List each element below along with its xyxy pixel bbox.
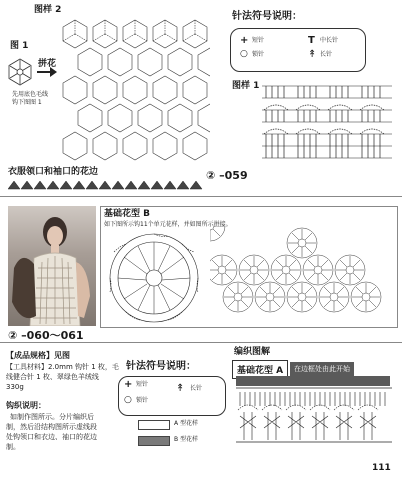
legend-bottom-label-1: 短针: [136, 381, 149, 388]
legend-bottom-box: [118, 376, 226, 416]
method-line3: 处钩领口和衣边、袖口的花边: [6, 433, 97, 441]
legend-top-symbol-2: T: [308, 35, 315, 46]
chart-title: 编织图解: [234, 347, 271, 357]
legend-bottom-label-3: 锁针: [136, 397, 149, 404]
figure2-label: 图样 2: [34, 5, 62, 15]
motif-a-title: 基础花型 A: [232, 360, 288, 379]
legend-top-label-1: 短针: [252, 37, 265, 44]
motif-b-subtitle: 如下图所示钩11个单元花样，并如图所示拼接。: [104, 221, 232, 228]
swatch-a: [138, 420, 170, 430]
method-line2: 制，然后沿结构图所示虚线段: [6, 423, 97, 431]
spec-title: 【成品规格】见图: [6, 351, 70, 360]
legend-top-box: [230, 28, 366, 72]
legend-bottom-symbol-3: ○: [124, 395, 132, 405]
legend-top-label-3: 锁针: [252, 51, 265, 58]
motif-a-stitch-chart: [236, 386, 392, 444]
figure1-motif: [6, 58, 34, 86]
method-line4: 制。: [6, 443, 20, 451]
motif-b-detail-diagram: [106, 232, 202, 324]
collar-edge-border: [8, 179, 203, 191]
swatch-a-label: A 型花样: [174, 420, 199, 427]
motif-b-assembly-diagram: [210, 226, 394, 324]
method-title: 钩织说明：: [6, 401, 46, 410]
stitch-chart-figure1: [262, 82, 392, 162]
legend-top-label-2: 中长针: [320, 37, 339, 44]
join-label: 拼花: [38, 59, 57, 69]
join-note-line2: 钩下图图 1: [12, 99, 42, 106]
legend-top-label-4: 长针: [320, 51, 333, 58]
motif-b-title: 基础花型 B: [104, 209, 150, 219]
legend-bottom-label-2: 长针: [190, 385, 203, 392]
legend-bottom-symbol-2: ↟: [176, 383, 185, 394]
swatch-b: [138, 436, 170, 446]
figure2-lace-diagram: [60, 16, 210, 166]
legend-bottom-symbol-1: +: [124, 379, 133, 390]
material-line3: 330g: [6, 383, 24, 391]
section-divider: [0, 196, 402, 197]
model-photo: [8, 206, 96, 326]
section-divider-2: [0, 342, 402, 343]
collar-edge-title: 衣服领口和袖口的花边: [8, 167, 99, 177]
legend-top-title: 针法符号说明：: [232, 11, 302, 22]
figure1-right-label: 图样 1: [232, 81, 260, 91]
material-line2: 线健合针 1 枚、翠绿色羊绒线: [6, 373, 99, 381]
join-note-line1: 先用底色毛线: [12, 91, 49, 98]
page-ref-middle: ② –060～061: [8, 329, 84, 342]
swatch-b-label: B 型花样: [174, 436, 199, 443]
legend-top-symbol-4: ↟: [308, 49, 317, 60]
legend-top-symbol-1: +: [240, 35, 249, 46]
legend-bottom-title: 针法符号说明：: [126, 361, 196, 372]
legend-top-symbol-3: ○: [240, 49, 248, 59]
material-line1: 【工具材料】2.0mm 钩针 1 枚，毛: [6, 363, 119, 371]
motif-a-banner-2: [236, 376, 390, 386]
page-number: 111: [372, 463, 391, 473]
page-ref-top: ② –059: [206, 169, 248, 182]
method-line1: 如制作图所示。分片编织后: [10, 413, 94, 421]
figure1-label: 图 1: [10, 41, 29, 51]
motif-a-banner-1: 在边框处由此开始: [290, 362, 354, 376]
